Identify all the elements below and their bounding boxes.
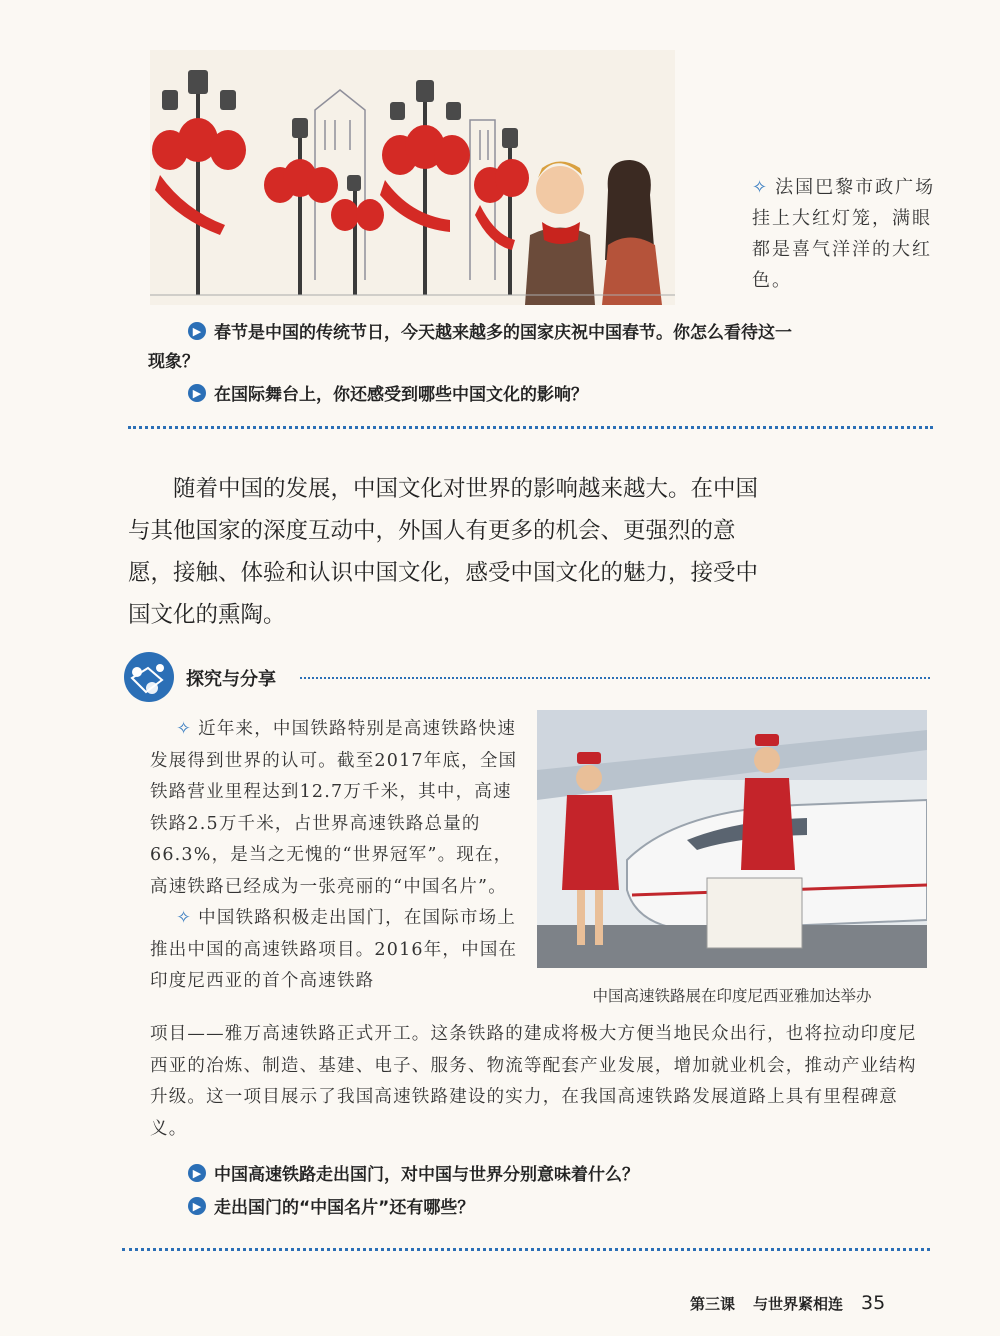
question-continuation <box>148 347 918 372</box>
question-text: 在国际舞台上，你还感受到哪些中国文化的影响？ <box>214 385 588 405</box>
page-number: 35 <box>861 1292 886 1314</box>
question-text: 春节是中国的传统节日，今天越来越多的国家庆祝中国春节。你怎么看待这一 <box>214 323 792 343</box>
section-title: 探究与分享 <box>186 669 276 690</box>
play-arrow-icon: ▶ <box>188 1164 206 1182</box>
discussion-questions-bottom <box>188 1160 918 1218</box>
section-dotted-line <box>300 677 930 679</box>
lesson-number: 第三课 <box>690 1295 736 1313</box>
play-arrow-icon: ▶ <box>188 1197 206 1215</box>
question-text: 中国高速铁路走出国门，对中国与世界分别意味着什么？ <box>214 1165 639 1185</box>
explore-paragraph-1: 近年来，中国铁路特别是高速铁路快速发展得到世界的认可。截至2017年底，全国铁路营业里程达到12.7万千米，其中，高速铁路2.5万千米，占世界高速铁路总量的66.3%，是当之无愧的“世界冠军”。现在，高速铁路已经成为一张亮丽的“中国名片”。 <box>150 719 518 897</box>
paragraph-text: 随着中国的发展，中国文化对世界的影响越来越大。在中国与其他国家的深度互动中，外国人有更多的机会、更强烈的意愿，接触、体验和认识中国文化，感受中国文化的魅力，接受中国文化的熏陶。 <box>128 476 759 628</box>
railway-exhibition-photo <box>537 710 927 968</box>
explore-paragraph-2-start: 中国铁路积极走出国门，在国际市场上推出中国的高速铁路项目。2016年，中国在印度尼西亚的首个高速铁路 <box>150 908 518 991</box>
caption-text: 法国巴黎市政广场挂上大红灯笼，满眼都是喜气洋洋的大红色。 <box>752 177 936 291</box>
diamond-bullet-icon: ✧ <box>176 719 193 739</box>
diamond-bullet-icon: ✧ <box>176 908 193 928</box>
play-arrow-icon: ▶ <box>188 322 206 340</box>
question-item <box>188 318 918 343</box>
page-footer <box>690 1292 885 1314</box>
explore-text-full <box>150 1019 920 1145</box>
dotted-divider-bottom <box>122 1248 930 1251</box>
paris-lanterns-illustration <box>150 50 675 305</box>
explore-text-left <box>150 714 522 998</box>
play-arrow-icon: ▶ <box>188 384 206 402</box>
lesson-title: 与世界紧相连 <box>753 1295 844 1313</box>
diamond-bullet-icon: ✧ <box>752 177 770 198</box>
question-item <box>188 1160 918 1185</box>
dotted-divider <box>128 426 933 429</box>
explore-paragraph-2-end: 项目——雅万高速铁路正式开工。这条铁路的建成将极大方便当地民众出行，也将拉动印度尼西亚的冶炼、制造、基建、电子、服务、物流等配套产业发展，增加就业机会，推动产业结构升级。这一项目展示了我国高速铁路建设的实力，在我国高速铁路发展道路上具有里程碑意义。 <box>150 1024 917 1139</box>
question-text-cont: 现象？ <box>148 352 199 372</box>
discussion-questions-top <box>148 318 918 405</box>
illustration-caption <box>752 172 937 296</box>
explore-share-icon <box>122 650 176 704</box>
main-paragraph <box>128 468 768 636</box>
photo-caption: 中国高速铁路展在印度尼西亚雅加达举办 <box>592 987 872 1005</box>
question-item <box>188 1193 918 1218</box>
question-text: 走出国门的“中国名片”还有哪些？ <box>214 1198 475 1218</box>
question-item <box>188 380 918 405</box>
